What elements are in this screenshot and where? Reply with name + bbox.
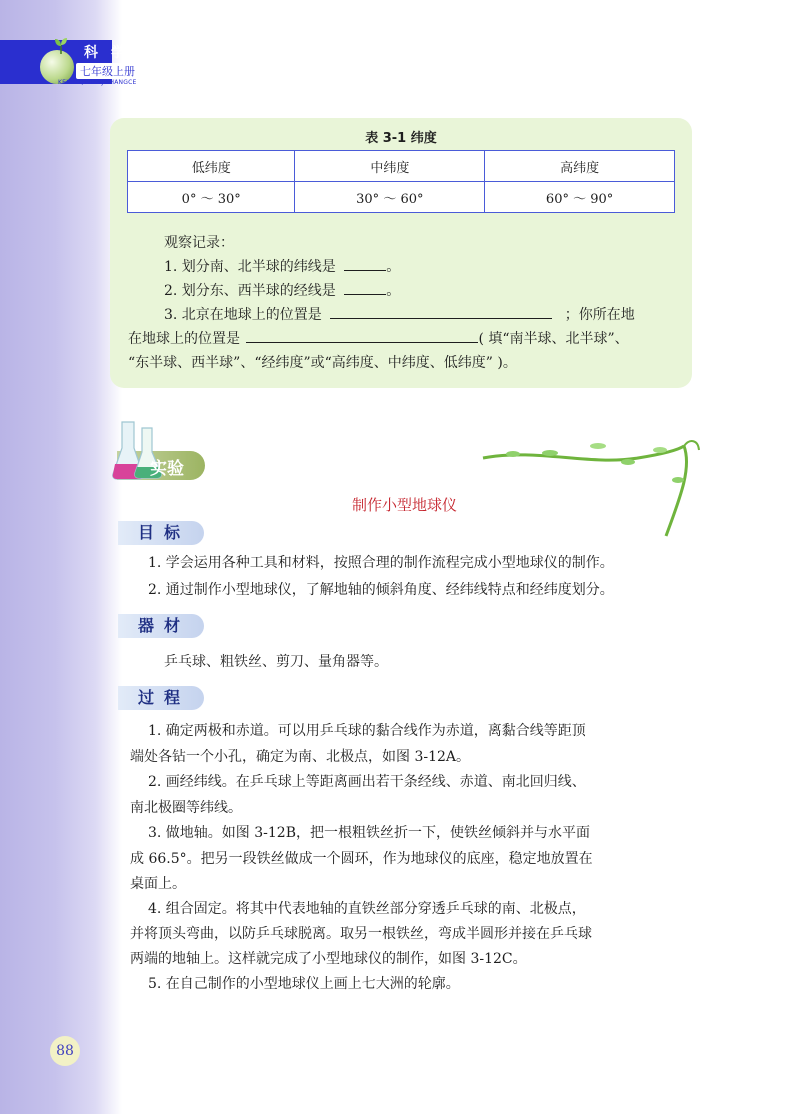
latitude-table — [127, 150, 675, 213]
observation-item-3-line2 — [128, 328, 629, 352]
pinyin-label: KEXUEQINIANJISHANGCE — [58, 79, 137, 86]
latitude-box — [110, 118, 692, 388]
period-text: 。 — [386, 259, 401, 275]
table-header-cell: 低纬度 — [128, 151, 295, 182]
process-line: 3. 做地轴。如图 3-12B，把一根粗铁丝折一下，使铁丝倾斜并与水平面 — [148, 825, 590, 841]
answer-blank — [344, 280, 386, 295]
grade-label: 七年级上册 — [76, 63, 139, 79]
observation-line4-prefix: 在地球上的位置是 — [128, 331, 240, 347]
sprout-icon — [54, 38, 68, 54]
process-line: 端处各钻一个小孔，确定为南、北极点，如图 3-12A。 — [130, 749, 471, 765]
process-line: 南北极圈等纬线。 — [130, 800, 242, 816]
answer-blank — [344, 256, 386, 271]
table-cell: 30° ～ 60° — [295, 182, 485, 213]
period-text: 。 — [386, 283, 401, 299]
table-row — [128, 182, 675, 213]
section-tag-goal: 目标 — [118, 521, 204, 545]
materials-text: 乒乓球、粗铁丝、剪刀、量角器等。 — [164, 654, 388, 670]
observation-item-2 — [164, 280, 400, 304]
observation-item-1-text: 1. 划分南、北半球的纬线是 — [164, 259, 336, 275]
process-line: 1. 确定两极和赤道。可以用乒乓球的黏合线作为赤道，离黏合线等距顶 — [148, 723, 586, 739]
table-header-cell: 中纬度 — [295, 151, 485, 182]
goal-line-2: 2. 通过制作小型地球仪，了解地轴的倾斜角度、经纬线特点和经纬度划分。 — [148, 582, 614, 598]
observation-item-3-line3: “东半球、西半球”、“经纬度”或“高纬度、中纬度、低纬度” )。 — [128, 355, 517, 371]
table-cell: 60° ～ 90° — [485, 182, 675, 213]
section-tag-process: 过程 — [118, 686, 204, 710]
table-caption: 表 3-1 纬度 — [365, 131, 437, 146]
section-tag-materials: 器材 — [118, 614, 204, 638]
observation-item-3 — [164, 304, 635, 328]
subject-title: 科 学 — [84, 45, 129, 61]
observation-title: 观察记录： — [164, 235, 234, 251]
observation-item-3-suffix: ；你所在地 — [564, 307, 635, 323]
process-line: 桌面上。 — [130, 876, 186, 892]
observation-item-1 — [164, 256, 400, 280]
side-band — [0, 0, 122, 1114]
observation-item-2-text: 2. 划分东、西半球的经线是 — [164, 283, 336, 299]
observation-item-3-text: 3. 北京在地球上的位置是 — [164, 307, 322, 323]
observation-line4-suffix: ( 填“南半球、北半球”、 — [478, 331, 629, 347]
vine-decoration-icon — [478, 428, 703, 538]
experiment-label: 实验 — [150, 459, 184, 479]
process-line: 2. 画经纬线。在乒乓球上等距离画出若干条经线、赤道、南北回归线、 — [148, 774, 586, 790]
table-header-row — [128, 151, 675, 182]
experiment-title: 制作小型地球仪 — [352, 496, 458, 514]
process-line: 并将顶头弯曲，以防乒乓球脱离。取另一根铁丝，弯成半圆形并接在乒乓球 — [130, 926, 592, 942]
answer-blank — [246, 328, 478, 343]
goal-line-1: 1. 学会运用各种工具和材料，按照合理的制作流程完成小型地球仪的制作。 — [148, 555, 614, 571]
process-line: 成 66.5°。把另一段铁丝做成一个圆环，作为地球仪的底座，稳定地放置在 — [130, 851, 593, 867]
page-number: 88 — [50, 1036, 80, 1066]
process-line: 5. 在自己制作的小型地球仪上画上七大洲的轮廓。 — [148, 976, 460, 992]
table-header-cell: 高纬度 — [485, 151, 675, 182]
process-line: 两端的地轴上。这样就完成了小型地球仪的制作，如图 3-12C。 — [130, 951, 527, 967]
process-line: 4. 组合固定。将其中代表地轴的直铁丝部分穿透乒乓球的南、北极点， — [148, 901, 586, 917]
table-cell: 0° ～ 30° — [128, 182, 295, 213]
answer-blank — [330, 304, 552, 319]
